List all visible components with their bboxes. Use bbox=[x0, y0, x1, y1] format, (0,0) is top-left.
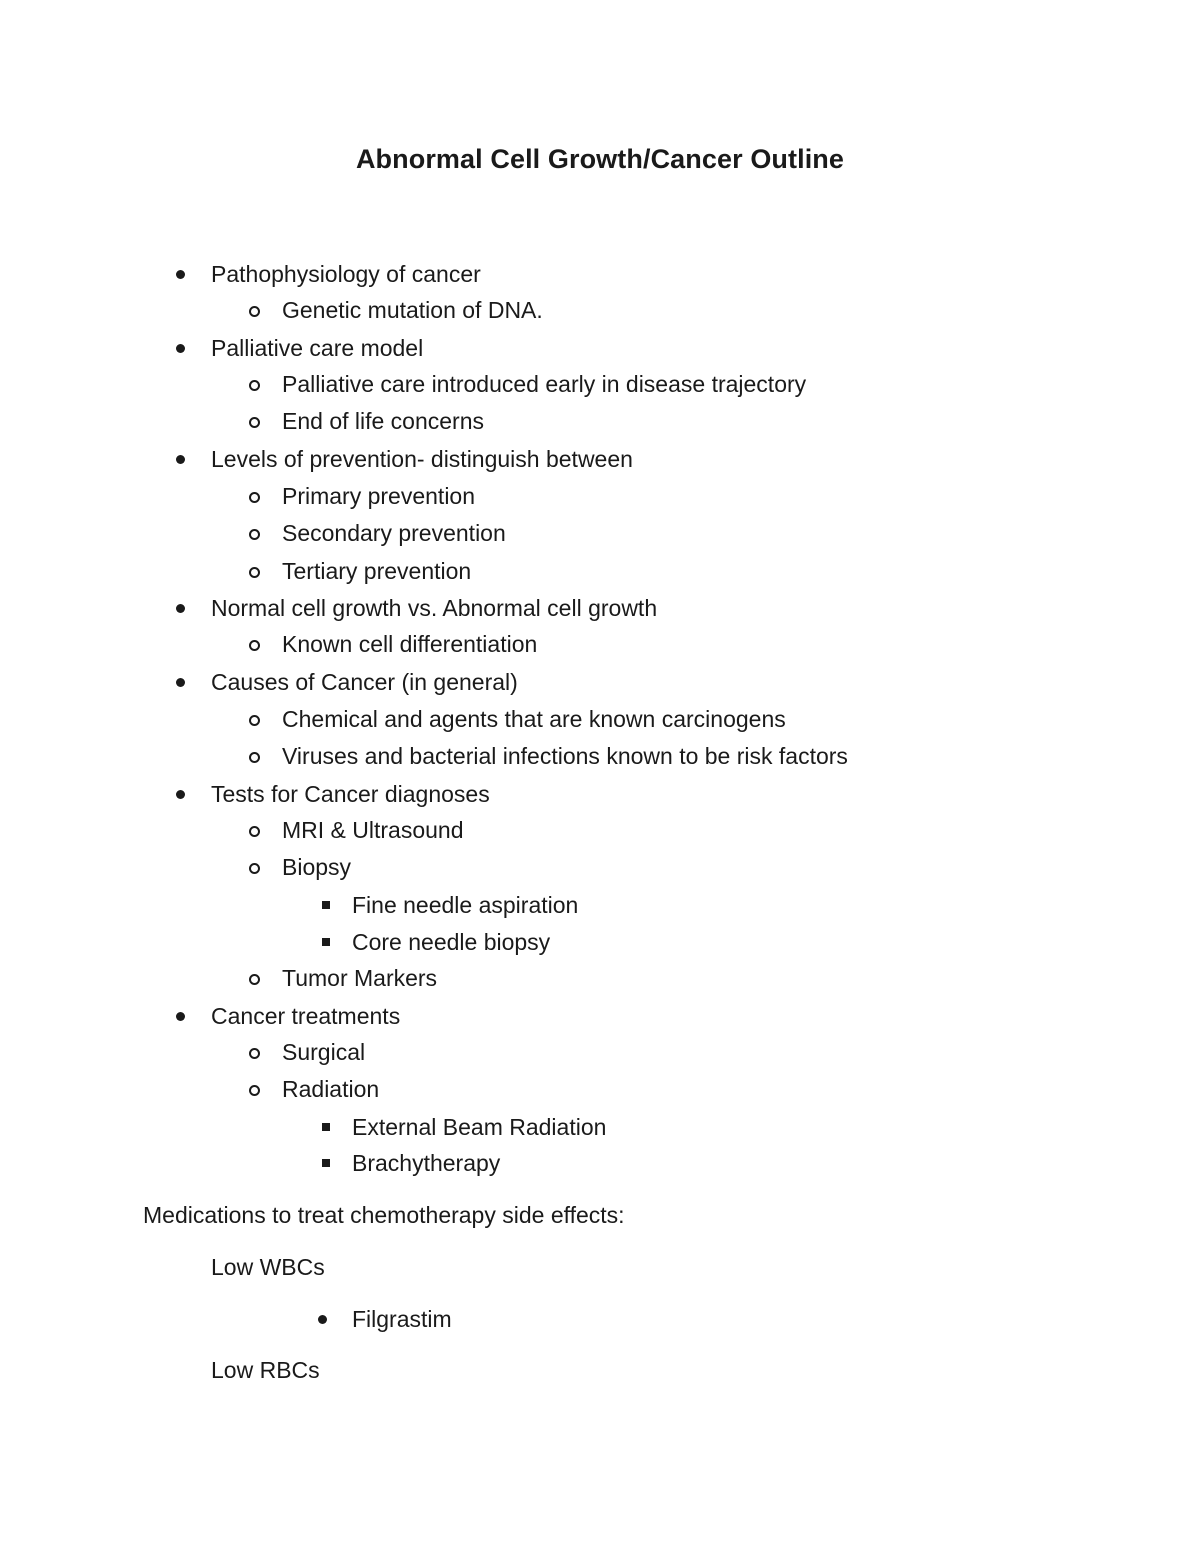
outline-item-level-1 bbox=[211, 333, 423, 363]
outline-item-level-3 bbox=[352, 1148, 500, 1178]
outline-item-level-1 bbox=[211, 1001, 400, 1031]
hollow-circle-icon bbox=[249, 974, 260, 985]
hollow-circle-icon bbox=[249, 1048, 260, 1059]
hollow-circle-icon bbox=[249, 380, 260, 391]
outline-item-level-2 bbox=[282, 629, 537, 659]
outline-item-level-3 bbox=[352, 927, 550, 957]
hollow-circle-icon bbox=[249, 417, 260, 428]
outline-item-level-2 bbox=[282, 406, 484, 436]
outline-item-level-1 bbox=[211, 259, 481, 289]
outline-item-level-2 bbox=[282, 295, 543, 325]
hollow-circle-icon bbox=[249, 1085, 260, 1096]
list-item-text: Filgrastim bbox=[352, 1306, 452, 1332]
hollow-circle-icon bbox=[249, 826, 260, 837]
square-bullet-icon bbox=[322, 1123, 330, 1131]
outline-item-text: Normal cell growth vs. Abnormal cell growth bbox=[211, 595, 658, 621]
outline-item-level-2 bbox=[282, 815, 464, 845]
outline-item-text: Chemical and agents that are known carcinogens bbox=[282, 706, 786, 732]
outline-item-text: Viruses and bacterial infections known to be risk factors bbox=[282, 743, 848, 769]
outline-item-text: Genetic mutation of DNA. bbox=[282, 297, 543, 323]
outline-item-level-2 bbox=[282, 963, 437, 993]
bullet-dot-icon bbox=[318, 1315, 327, 1324]
bullet-dot-icon bbox=[176, 1012, 185, 1021]
square-bullet-icon bbox=[322, 901, 330, 909]
hollow-circle-icon bbox=[249, 715, 260, 726]
outline-item-text: Palliative care model bbox=[211, 335, 424, 361]
bullet-dot-icon bbox=[176, 455, 185, 464]
low-wbcs-label: Low WBCs bbox=[211, 1254, 325, 1280]
list-item bbox=[352, 1304, 452, 1334]
low-rbcs-label: Low RBCs bbox=[211, 1357, 320, 1383]
outline-item-text: Known cell differentiation bbox=[282, 631, 538, 657]
outline-item-text: Levels of prevention- distinguish between bbox=[211, 446, 633, 472]
hollow-circle-icon bbox=[249, 306, 260, 317]
outline-item-text: Palliative care introduced early in disease trajectory bbox=[282, 371, 807, 397]
hollow-circle-icon bbox=[249, 640, 260, 651]
document-title: Abnormal Cell Growth/Cancer Outline bbox=[355, 144, 845, 174]
bullet-dot-icon bbox=[176, 678, 185, 687]
outline-item-text: Primary prevention bbox=[282, 483, 476, 509]
outline-item-level-2 bbox=[282, 518, 506, 548]
bullet-dot-icon bbox=[176, 270, 185, 279]
outline-item-level-2 bbox=[282, 704, 786, 734]
outline-item-text: Causes of Cancer (in general) bbox=[211, 669, 518, 695]
outline-item-level-1 bbox=[211, 667, 518, 697]
outline-item-text: External Beam Radiation bbox=[352, 1114, 607, 1140]
outline-item-text: Fine needle aspiration bbox=[352, 892, 579, 918]
outline-item-text: Brachytherapy bbox=[352, 1150, 501, 1176]
bullet-dot-icon bbox=[176, 344, 185, 353]
outline-item-level-2 bbox=[282, 481, 475, 511]
outline-item-level-2 bbox=[282, 741, 848, 771]
outline-item-level-2 bbox=[282, 852, 351, 882]
outline-item-level-1 bbox=[211, 593, 657, 623]
outline-item-level-2 bbox=[282, 556, 471, 586]
outline-item-text: Pathophysiology of cancer bbox=[211, 261, 481, 287]
square-bullet-icon bbox=[322, 1159, 330, 1167]
hollow-circle-icon bbox=[249, 492, 260, 503]
outline-item-text: Secondary prevention bbox=[282, 520, 506, 546]
bullet-dot-icon bbox=[176, 604, 185, 613]
outline-item-level-3 bbox=[352, 890, 578, 920]
outline-item-level-2 bbox=[282, 1037, 365, 1067]
outline-item-text: Tertiary prevention bbox=[282, 558, 472, 584]
outline-item-level-3 bbox=[352, 1112, 606, 1142]
hollow-circle-icon bbox=[249, 529, 260, 540]
bullet-dot-icon bbox=[176, 790, 185, 799]
outline-item-level-1 bbox=[211, 444, 633, 474]
outline-item-text: Tumor Markers bbox=[282, 965, 438, 991]
outline-item-text: Tests for Cancer diagnoses bbox=[211, 781, 490, 807]
hollow-circle-icon bbox=[249, 752, 260, 763]
hollow-circle-icon bbox=[249, 863, 260, 874]
outline-item-text: Cancer treatments bbox=[211, 1003, 401, 1029]
outline-item-text: Radiation bbox=[282, 1076, 380, 1102]
outline-item-level-2 bbox=[282, 1074, 379, 1104]
outline-item-text: Core needle biopsy bbox=[352, 929, 551, 955]
square-bullet-icon bbox=[322, 938, 330, 946]
hollow-circle-icon bbox=[249, 567, 260, 578]
medications-heading: Medications to treat chemotherapy side effects: bbox=[143, 1202, 625, 1228]
outline-item-level-1 bbox=[211, 779, 490, 809]
outline-item-text: Surgical bbox=[282, 1039, 366, 1065]
outline-item-text: End of life concerns bbox=[282, 408, 485, 434]
outline-item-text: MRI & Ultrasound bbox=[282, 817, 464, 843]
outline-item-text: Biopsy bbox=[282, 854, 352, 880]
outline-item-level-2 bbox=[282, 369, 806, 399]
